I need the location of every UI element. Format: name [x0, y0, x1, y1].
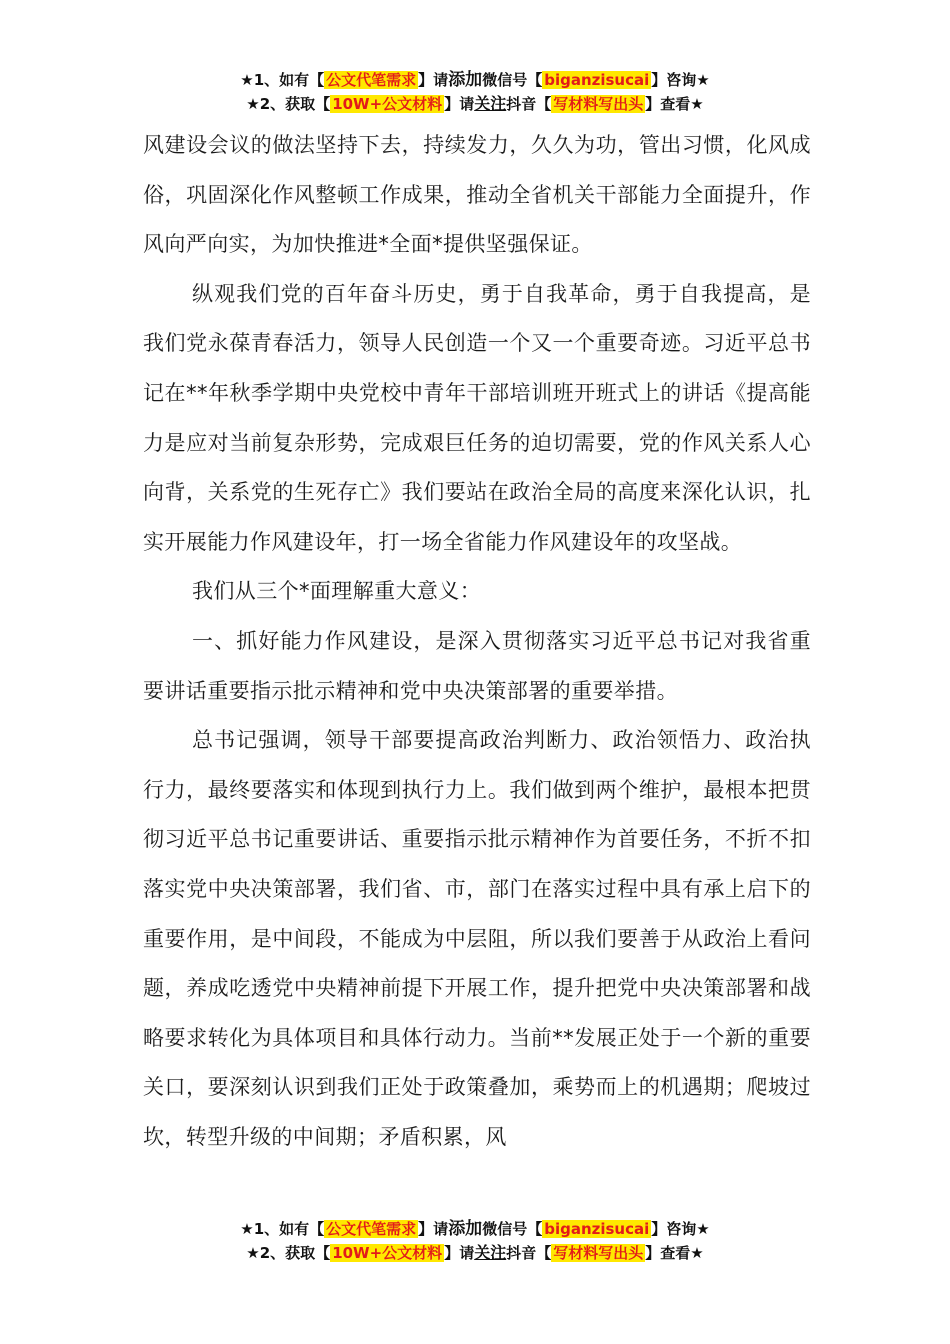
highlight-ghostwriting: 公文代笔需求 [326, 1220, 417, 1238]
highlight-materials: 10W+公文材料 [332, 1244, 443, 1262]
banner-line-2: ★2、获取【 10W+公文材料 】请关注抖音【 写材料写出头 】查看★ [246, 94, 704, 113]
paragraph-general-secretary: 总书记强调，领导干部要提高政治判断力、政治领悟力、政治执行力，最终要落实和体现到执行力上。我们做到两个维护，最根本把贯彻习近平总书记重要讲话、重要指示批示精神作为首要任务，不折不扣落实党中央决策部署，我们省、市，部门在落实过程中具有承上启下的重要作用，是中间段，不能成为中层阻，所以我们要善于从政治上看问题，养成吃透党中央精神前提下开展工作，提升把党中央决策部署和战略要求转化为具体项目和具体行动力。当前**发展正处于一个新的重要关口，要深刻认识到我们正处于政策叠加，乘势而上的机遇期；爬坡过坎，转型升级的中间期；矛盾积累，风 [143, 728, 811, 1149]
footer-banner [0, 1217, 950, 1265]
highlight-douyin: 写材料写出头 [553, 95, 644, 113]
header-banner [0, 68, 950, 116]
document-body [143, 121, 811, 1162]
highlight-materials: 10W+公文材料 [332, 95, 443, 113]
highlight-wechat-id: biganzisucai [544, 71, 650, 89]
highlight-ghostwriting: 公文代笔需求 [326, 71, 417, 89]
banner-line-1: ★1、如有【 公文代笔需求 】请添加微信号【 biganzisucai 】咨询★ [240, 1219, 710, 1239]
highlight-wechat-id: biganzisucai [544, 1220, 650, 1238]
paragraph-history: 纵观我们党的百年奋斗历史，勇于自我革命，勇于自我提高，是我们党永葆青春活力，领导人民创造一个又一个重要奇迹。习近平总书记在**年秋季学期中央党校中青年干部培训班开班式上的讲话《提高能力是应对当前复杂形势，完成艰巨任务的迫切需要，党的作风关系人心向背，关系党的生死存亡》我们要站在政治全局的高度来深化认识，扎实开展能力作风建设年，打一场全省能力作风建设年的攻坚战。 [143, 281, 811, 554]
paragraph-continuation: 风建设会议的做法坚持下去，持续发力，久久为功，管出习惯，化风成俗，巩固深化作风整顿工作成果，推动全省机关干部能力全面提升，作风向严向实，为加快推进*全面*提供坚强保证。 [143, 133, 811, 257]
highlight-douyin: 写材料写出头 [553, 1244, 644, 1262]
paragraph-three-aspects: 我们从三个*面理解重大意义： [192, 579, 482, 604]
section-heading-one: 一、抓好能力作风建设，是深入贯彻落实习近平总书记对我省重要讲话重要指示批示精神和党中央决策部署的重要举措。 [143, 628, 811, 703]
banner-line-1: ★1、如有【 公文代笔需求 】请添加微信号【 biganzisucai 】咨询★ [240, 70, 710, 90]
banner-line-2: ★2、获取【 10W+公文材料 】请关注抖音【 写材料写出头 】查看★ [246, 1243, 704, 1262]
